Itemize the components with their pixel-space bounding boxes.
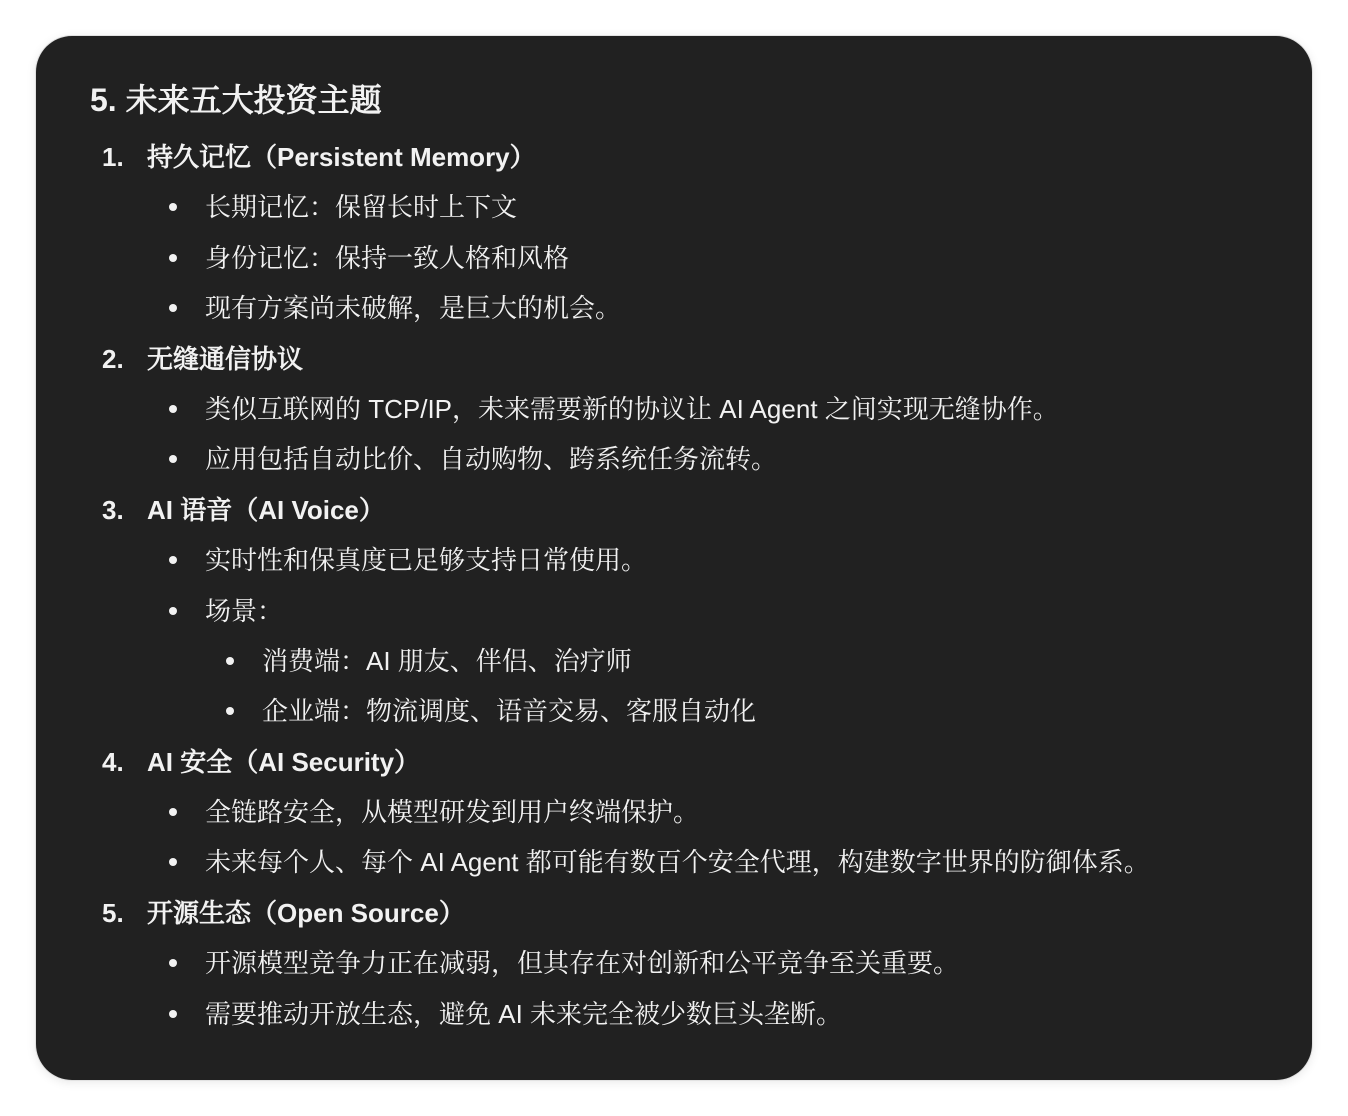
bullet-item	[36, 384, 1312, 434]
bullet-text: 需要推动开放生态，避免 AI 未来完全被少数巨头垄断。	[205, 998, 843, 1029]
theme-number: 3.	[102, 494, 124, 525]
theme-number: 2.	[102, 343, 124, 374]
theme-title-text: AI 安全（AI Security）	[147, 746, 421, 777]
bullet-item	[36, 182, 1312, 232]
theme-title-text: AI 语音（AI Voice）	[147, 494, 385, 525]
theme-item	[36, 888, 1312, 1039]
sub-bullet-text: 消费端：AI 朋友、伴侣、治疗师	[262, 645, 632, 676]
theme-number: 5.	[102, 897, 124, 928]
bullet-text: 现有方案尚未破解，是巨大的机会。	[205, 293, 622, 324]
bullet-item	[36, 938, 1312, 988]
theme-number: 4.	[102, 746, 124, 777]
bullet-dot-icon	[169, 556, 177, 564]
theme-list	[36, 132, 1312, 1039]
bullet-dot-icon	[169, 1010, 177, 1018]
bullet-dot-icon	[226, 707, 234, 715]
bullet-dot-icon	[169, 858, 177, 866]
bullet-text: 应用包括自动比价、自动购物、跨系统任务流转。	[205, 444, 778, 475]
bullet-dot-icon	[169, 808, 177, 816]
bullet-item	[36, 233, 1312, 283]
theme-title	[36, 485, 1312, 535]
bullet-item	[36, 837, 1312, 887]
bullet-item	[36, 787, 1312, 837]
theme-item	[36, 334, 1312, 485]
bullet-item	[36, 283, 1312, 333]
bullet-dot-icon	[169, 455, 177, 463]
bullet-item	[36, 434, 1312, 484]
content-card	[36, 36, 1312, 1080]
bullet-dot-icon	[226, 657, 234, 665]
sub-bullet-text: 企业端：物流调度、语音交易、客服自动化	[262, 696, 757, 727]
theme-number: 1.	[102, 142, 124, 172]
sub-bullet-item	[36, 686, 1312, 736]
bullet-dot-icon	[169, 405, 177, 413]
bullet-text: 未来每个人、每个 AI Agent 都可能有数百个安全代理，构建数字世界的防御体系。	[205, 847, 1150, 878]
theme-title-text: 持久记忆（Persistent Memory）	[147, 142, 536, 172]
bullet-item	[36, 989, 1312, 1039]
bullet-text: 全链路安全，从模型研发到用户终端保护。	[205, 797, 700, 828]
bullet-item	[36, 586, 1312, 636]
bullet-text: 实时性和保真度已足够支持日常使用。	[205, 545, 648, 576]
bullet-dot-icon	[169, 203, 177, 211]
bullet-item	[36, 535, 1312, 585]
bullet-dot-icon	[169, 254, 177, 262]
theme-title	[36, 888, 1312, 938]
theme-title-text: 开源生态（Open Source）	[147, 897, 465, 928]
theme-title	[36, 737, 1312, 787]
bullet-text: 长期记忆：保留长时上下文	[205, 192, 518, 223]
sub-bullet-item	[36, 636, 1312, 686]
theme-item	[36, 485, 1312, 737]
bullet-dot-icon	[169, 304, 177, 312]
theme-title	[36, 132, 1312, 182]
bullet-text: 类似互联网的 TCP/IP，未来需要新的协议让 AI Agent 之间实现无缝协作。	[205, 393, 1059, 424]
bullet-text: 身份记忆：保持一致人格和风格	[205, 242, 570, 273]
bullet-dot-icon	[169, 959, 177, 967]
bullet-text: 场景：	[205, 595, 284, 626]
section-heading: 5. 未来五大投资主题	[90, 82, 382, 118]
theme-title-text: 无缝通信协议	[147, 343, 304, 374]
bullet-text: 开源模型竞争力正在减弱，但其存在对创新和公平竞争至关重要。	[205, 948, 960, 979]
theme-item	[36, 737, 1312, 888]
theme-item	[36, 132, 1312, 334]
bullet-dot-icon	[169, 607, 177, 615]
theme-title	[36, 334, 1312, 384]
